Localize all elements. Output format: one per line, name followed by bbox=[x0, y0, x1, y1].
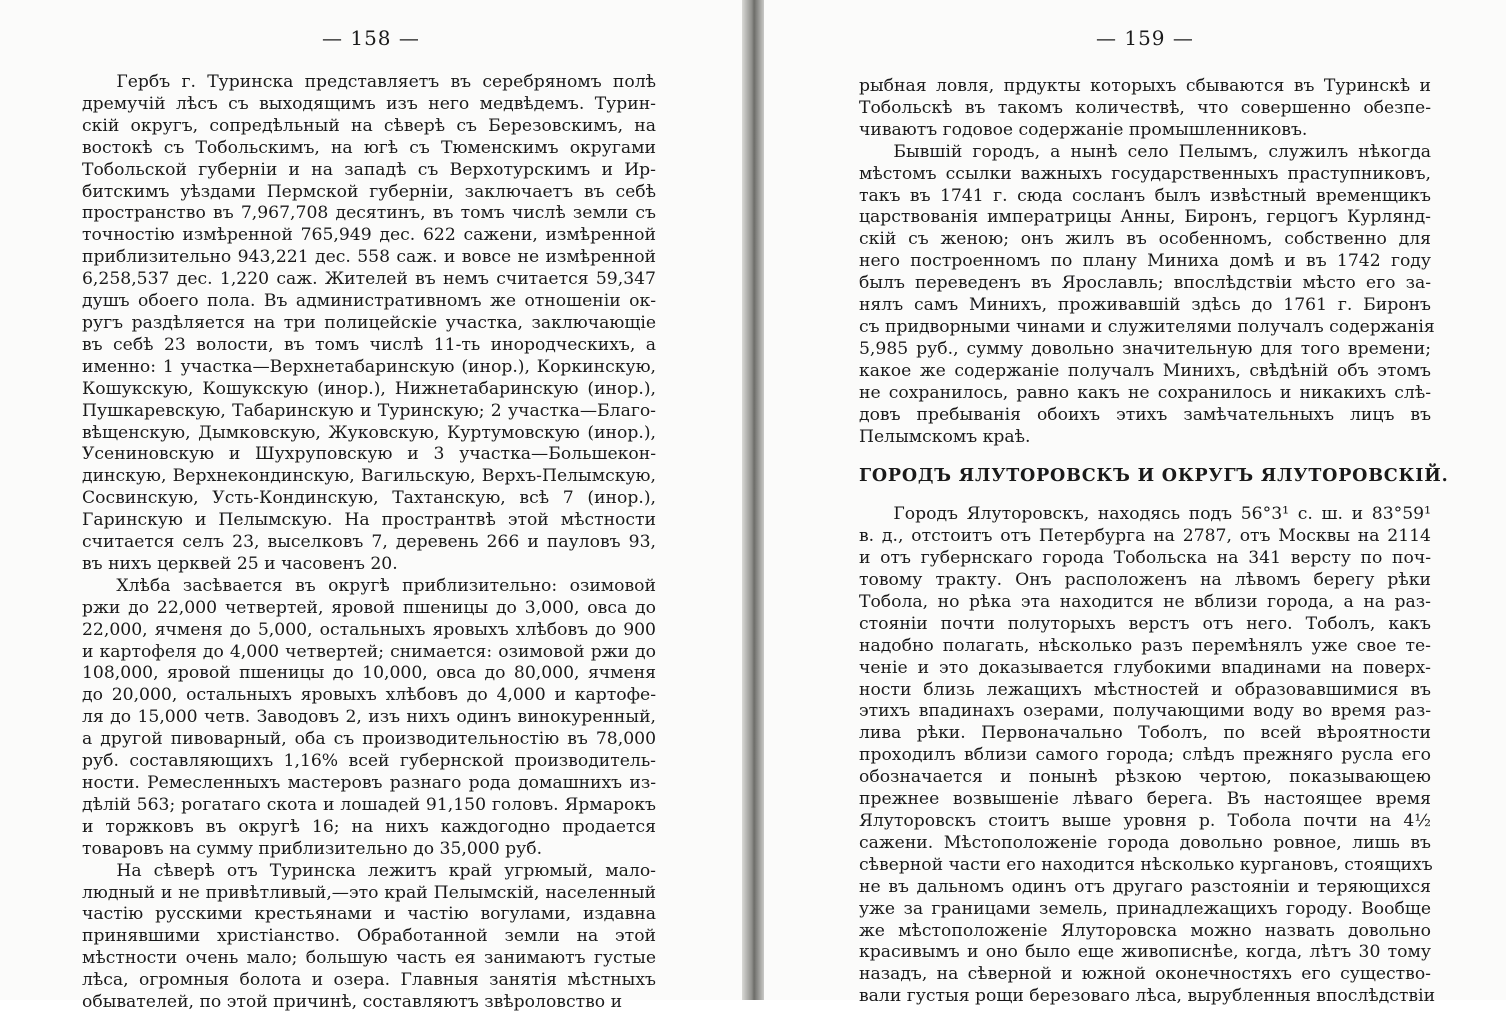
text-line: ченіе и это доказывается глубокими впадинами на поверх- bbox=[859, 657, 1431, 678]
text-line: него построенномъ по плану Миниха домѣ и въ 1742 году bbox=[859, 251, 1431, 272]
text-line: Гаринскую и Пелымскую. На пространтвѣ этой мѣстности bbox=[82, 510, 656, 531]
text-line: вѣщенскую, Дымковскую, Жуковскую, Куртумовскую (инор.), bbox=[82, 422, 656, 443]
text-line: и картофеля до 4,000 четвертей; снимается: озимовой ржи до bbox=[82, 641, 656, 662]
text-line: На сѣверѣ отъ Туринска лежитъ край угрюмый, мало- bbox=[82, 860, 656, 881]
book-gutter bbox=[742, 0, 764, 1000]
text-line: динскую, Верхнекондинскую, Вагильскую, Верхъ-Пелымскую, bbox=[82, 466, 656, 487]
text-line: до 20,000, остальныхъ яровыхъ хлѣбовъ до 4,000 и картофе- bbox=[82, 685, 656, 706]
text-line: Кошукскую, Кошукскую (инор.), Нижнетабаринскую (инор.), bbox=[82, 378, 656, 399]
text-line: ности. Ремесленныхъ мастеровъ разнаго рода домашнихъ из- bbox=[82, 773, 656, 793]
text-line: чиваютъ годовое содержаніе промышленниковъ. bbox=[859, 119, 1308, 140]
text-line: битскимъ уѣздами Пермской губерніи, заключаетъ въ себѣ bbox=[82, 181, 656, 202]
text-line: ругъ раздѣляется на три полицейскіе участка, заключающіе bbox=[82, 312, 656, 333]
text-line: въ себѣ 23 волости, въ томъ числѣ 11-ть инородческихъ, а bbox=[82, 334, 656, 355]
text-line: приблизительно 943,221 дес. 558 саж. и вовсе не измѣренной bbox=[82, 247, 656, 268]
text-line: лива рѣки. Первоначально Тоболъ, по всей вѣроятности bbox=[859, 723, 1431, 744]
text-line: и отъ губернскаго города Тобольска на 341 версту по поч- bbox=[859, 548, 1431, 569]
text-line: обозначается и понынѣ рѣзкою чертою, показывающею bbox=[859, 767, 1431, 788]
text-line: этихъ впадинахъ озерами, получающими воду во время раз- bbox=[859, 701, 1431, 722]
text-line: точностію измѣренной 765,949 дес. 622 сажени, измѣренной bbox=[82, 225, 656, 246]
text-line: Усениновскую и Шухруповскую и 3 участка—Большекон- bbox=[82, 444, 656, 465]
text-line: считается селъ 23, выселковъ 7, деревень 266 и пауловъ 93, bbox=[82, 532, 656, 553]
text-line: пространство въ 7,967,708 десятинъ, въ томъ числѣ земли съ bbox=[82, 203, 656, 224]
text-line: рыбная ловля, прдукты которыхъ сбываются въ Туринскѣ и bbox=[859, 76, 1431, 96]
text-line: Ялуторовскъ стоитъ выше уровня р. Тобола почти на 4½ bbox=[859, 811, 1431, 831]
text-line: ности близь лежащихъ мѣстностей и образовавшимися въ bbox=[859, 679, 1431, 700]
text-line: людный и не привѣтливый,—это край Пелымскій, населенный bbox=[82, 882, 656, 903]
text-line: 6,258,537 дес. 1,220 саж. Жителей въ немъ считается 59,347 bbox=[82, 269, 656, 290]
text-line: а другой пивоварный, оба съ производительностію въ 78,000 bbox=[82, 729, 656, 750]
text-line: обывателей, по этой причинѣ, составляютъ звѣроловство и bbox=[82, 992, 623, 1013]
text-line: проходилъ вблизи самого города; слѣдъ прежняго русла его bbox=[859, 745, 1431, 766]
text-line: съ придворными чинами и служителями получалъ содержанія bbox=[859, 316, 1435, 337]
text-line: не въ дальномъ одинъ отъ другаго разстояніи и теряющихся bbox=[859, 876, 1431, 897]
left-page-text bbox=[82, 72, 656, 1014]
text-line: Тобола, но рѣка эта находится не вблизи города, а на раз- bbox=[859, 591, 1431, 612]
text-line: уже за границами земель, принадлежащихъ городу. Вообще bbox=[859, 898, 1431, 919]
text-line: товаровъ на сумму приблизительно до 35,000 руб. bbox=[82, 838, 543, 859]
text-line: надобно полагать, нѣсколько разъ перемѣнялъ уже свое те- bbox=[859, 635, 1431, 656]
text-line: дремучій лѣсъ съ выходящимъ изъ него медвѣдемъ. Турин- bbox=[82, 93, 656, 114]
text-line: нялъ самъ Минихъ, проживавшій здѣсь до 1761 г. Биронъ bbox=[859, 295, 1431, 316]
text-line: довъ пребыванія обоихъ этихъ замѣчательныхъ лицъ въ bbox=[859, 404, 1431, 425]
text-line: скій съ женою; онъ жилъ въ особенномъ, собственно для bbox=[859, 229, 1431, 250]
text-line: руб. составляющихъ 1,16% всей губернской производитель- bbox=[82, 751, 656, 772]
text-line: товому тракту. Онъ расположенъ на лѣвомъ берегу рѣки bbox=[859, 570, 1431, 591]
right-text-before-title bbox=[859, 76, 1435, 448]
text-line: сажени. Мѣстоположеніе города довольно ровное, лишь въ bbox=[859, 832, 1431, 853]
text-line: и торжковъ въ округѣ 16; на нихъ каждогодно продается bbox=[82, 816, 656, 837]
text-line: 5,985 руб., сумму довольно значительную для того времени; bbox=[859, 338, 1431, 359]
page-number-right: — 159 — bbox=[1096, 26, 1194, 50]
text-line: востокѣ съ Тобольскимъ, на югѣ съ Тюменскимъ округами bbox=[82, 137, 656, 158]
text-line: именно: 1 участка—Верхнетабаринскую (инор.), Коркинскую, bbox=[82, 356, 656, 377]
text-line: лѣса, огромныя болота и озера. Главныя занятія мѣстныхъ bbox=[82, 970, 656, 991]
text-line: принявшими христіанство. Обработанной земли на этой bbox=[82, 926, 656, 947]
text-line: Городъ Ялуторовскъ, находясь подъ 56°3¹ с. ш. и 83°59¹ bbox=[859, 504, 1431, 525]
text-line: въ нихъ церквей 25 и часовенъ 20. bbox=[82, 553, 398, 574]
text-line: царствованія императрицы Анны, Биронъ, герцогъ Курлянд- bbox=[859, 207, 1431, 228]
text-line: сѣверной части его находится нѣсколько кургановъ, стоящихъ bbox=[859, 854, 1433, 875]
left-page bbox=[0, 0, 742, 1013]
text-line: Тобольскѣ въ такомъ количествѣ, что совершенно обезпе- bbox=[859, 97, 1431, 118]
text-line: дѣлій 563; рогатаго скота и лошадей 91,150 головъ. Ярмарокъ bbox=[82, 794, 656, 815]
text-line: Бывшій городъ, а нынѣ село Пелымъ, служилъ нѣкогда bbox=[859, 141, 1431, 162]
text-line: же мѣстоположеніе Ялуторовска можно назвать довольно bbox=[859, 920, 1431, 941]
text-line: Пелымскомъ краѣ. bbox=[859, 426, 1031, 447]
text-line: назадъ, на сѣверной и южной оконечностяхъ его существо- bbox=[859, 964, 1431, 985]
text-line: такъ въ 1741 г. сюда сосланъ былъ извѣстный временщикъ bbox=[859, 185, 1431, 206]
text-line: 108,000, яровой пшеницы до 10,000, овса до 80,000, ячменя bbox=[82, 663, 656, 684]
right-page-text bbox=[859, 76, 1449, 1008]
text-line: душъ обоего пола. Въ административномъ же отношеніи ок- bbox=[82, 291, 656, 312]
section-title: ГОРОДЪ ЯЛУТОРОВСКЪ И ОКРУГЪ ЯЛУТОРОВСКІЙ. bbox=[859, 466, 1449, 487]
text-line: Тобольской губерніи и на западѣ съ Верхотурскимъ и Ир- bbox=[82, 159, 656, 180]
text-line: стояніи почти полуторыхъ верстъ отъ него. Тоболъ, какъ bbox=[859, 613, 1431, 634]
text-line: ржи до 22,000 четвертей, яровой пшеницы до 3,000, овса до bbox=[82, 597, 656, 618]
text-line: ля до 15,000 четв. Заводовъ 2, изъ нихъ одинъ винокуренный, bbox=[82, 707, 656, 728]
text-line: мѣстомъ ссылки важныхъ государственныхъ праступниковъ, bbox=[859, 163, 1431, 184]
text-line: красивымъ и оно было еще живописнѣе, когда, лѣтъ 30 тому bbox=[859, 942, 1431, 963]
text-line: какое же содержаніе получалъ Минихъ, свѣдѣній объ этомъ bbox=[859, 360, 1431, 381]
text-line: Гербъ г. Туринска представляетъ въ серебряномъ полѣ bbox=[82, 72, 656, 92]
text-line: мѣстности очень мало; большую часть ея занимаютъ густые bbox=[82, 948, 656, 969]
text-line: Пушкаревскую, Табаринскую и Туринскую; 2 участка—Благо- bbox=[82, 400, 656, 421]
text-line: частію русскими крестьянами и частію вогулами, издавна bbox=[82, 904, 656, 925]
text-line: скій округъ, сопредѣльный на сѣверѣ съ Березовскимъ, на bbox=[82, 115, 656, 136]
page-number-left: — 158 — bbox=[322, 26, 420, 50]
text-line: в. д., отстоитъ отъ Петербурга на 2787, отъ Москвы на 2114 bbox=[859, 526, 1431, 547]
text-line: прежнее возвышеніе лѣваго берега. Въ настоящее время bbox=[859, 789, 1431, 810]
text-line: былъ переведенъ въ Ярославль; впослѣдствіи мѣсто его за- bbox=[859, 273, 1431, 294]
text-line: 22,000, ячменя до 5,000, остальныхъ яровыхъ хлѣбовъ до 900 bbox=[82, 619, 656, 640]
right-page bbox=[764, 0, 1506, 1007]
text-line: вали густыя рощи березоваго лѣса, вырубленныя впослѣдствіи bbox=[859, 986, 1436, 1007]
text-line: не сохранилось, равно какъ не сохранилось и никакихъ слѣ- bbox=[859, 382, 1431, 403]
text-line: Сосвинскую, Усть-Кондинскую, Тахтанскую, всѣ 7 (инор.), bbox=[82, 488, 656, 509]
right-text-after-title bbox=[859, 504, 1436, 1008]
text-line: Хлѣба засѣвается въ округѣ приблизительно: озимовой bbox=[82, 575, 656, 596]
